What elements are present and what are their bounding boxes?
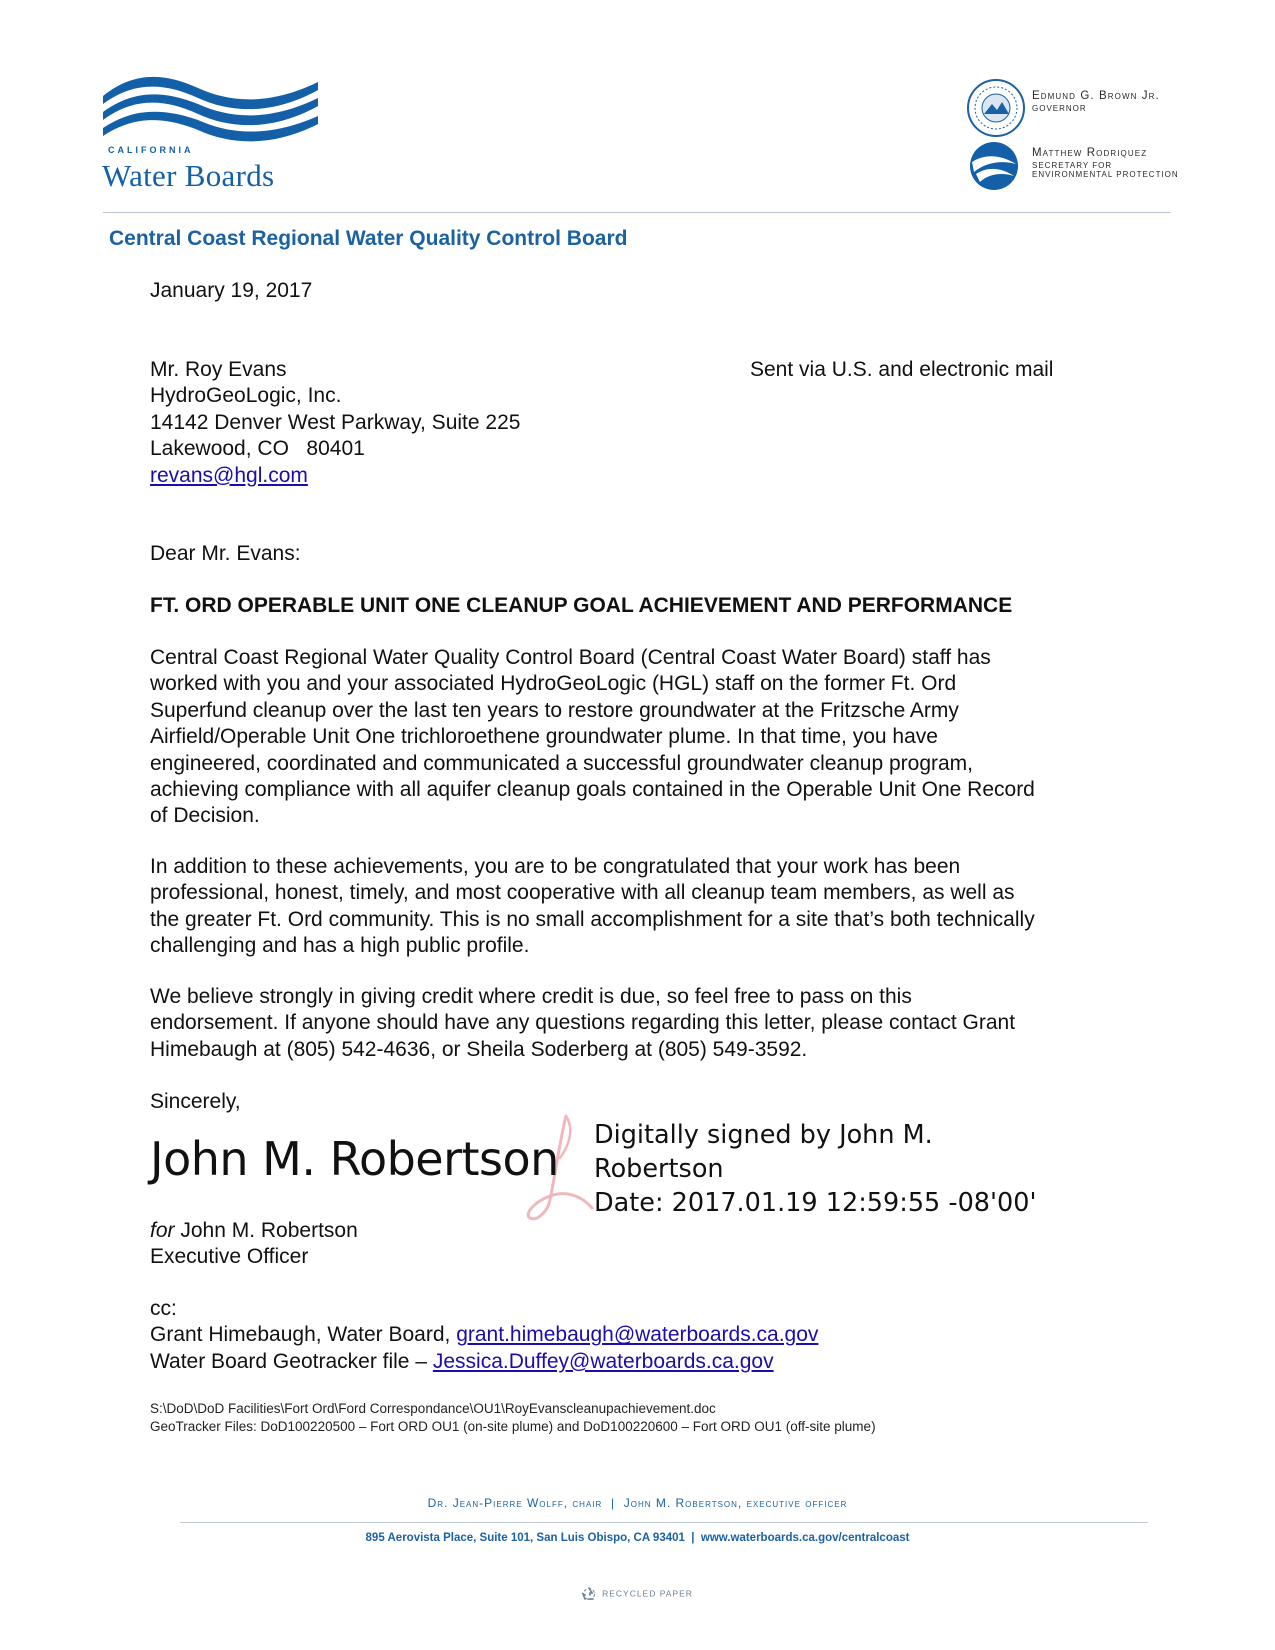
cc-item: [150, 1349, 818, 1375]
paragraph-line: endorsement. If anyone should have any questions regarding this letter, please contact Grant: [150, 1011, 1016, 1035]
paragraph-3: [150, 984, 1015, 1063]
paragraph-1: [150, 645, 1035, 830]
signer-title: Executive Officer: [150, 1245, 309, 1269]
header-divider: [103, 212, 1171, 213]
signer-for: for: [150, 1219, 175, 1242]
paragraph-line: challenging and has a high public profile.: [150, 934, 530, 958]
calepa-logo-icon: [966, 140, 1022, 192]
governor-name: Edmund G. Brown Jr.: [1032, 90, 1160, 102]
paragraph-line: We believe strongly in giving credit where credit is due, so feel free to pass on this: [150, 985, 912, 1008]
digital-signature-line: Digitally signed by John M.: [594, 1120, 933, 1150]
state-seal-icon: [966, 78, 1026, 138]
recycled-note: [0, 1587, 1275, 1601]
logo-caption: CALIFORNIA: [108, 145, 194, 155]
digital-signature-line: Robertson: [594, 1154, 724, 1184]
board-name: Central Coast Regional Water Quality Control Board: [109, 227, 628, 250]
recipient-block: [150, 357, 520, 489]
salutation: Dear Mr. Evans:: [150, 542, 301, 565]
paragraph-2: [150, 854, 1035, 960]
recipient-company: HydroGeoLogic, Inc.: [150, 384, 342, 408]
cc-block: [150, 1296, 818, 1375]
file-references: [150, 1400, 876, 1436]
signer-name: John M. Robertson: [180, 1219, 358, 1242]
recipient-email-link[interactable]: revans@hgl.com: [150, 463, 308, 487]
secretary-name: Matthew Rodriquez: [1032, 147, 1148, 159]
letter-date: January 19, 2017: [150, 279, 313, 302]
governor-title: GOVERNOR: [1032, 104, 1087, 113]
paragraph-line: engineered, coordinated and communicated a successful groundwater cleanup program,: [150, 751, 973, 775]
recycled-label: RECYCLED PAPER: [602, 1588, 693, 1599]
paragraph-line: Himebaugh at (805) 542-4636, or Sheila Soderberg at (805) 549-3592.: [150, 1037, 808, 1061]
logo-wordmark: Water Boards: [102, 158, 275, 193]
signer-block: [150, 1218, 358, 1271]
cc-email-link[interactable]: grant.himebaugh@waterboards.ca.gov: [456, 1323, 819, 1347]
paragraph-line: professional, honest, timely, and most cooperative with all cleanup team members, as well as: [150, 881, 1015, 905]
cc-email-link[interactable]: Jessica.Duffey@waterboards.ca.gov: [432, 1349, 774, 1373]
paragraph-line: the greater Ft. Ord community. This is no small accomplishment for a site that’s both technically: [150, 907, 1035, 931]
signer-line: [150, 1218, 358, 1244]
delivery-note: Sent via U.S. and electronic mail: [750, 358, 1054, 381]
recycle-icon: [582, 1587, 596, 1601]
cc-text: Water Board Geotracker file –: [150, 1349, 433, 1373]
digital-signature-line: Date: 2017.01.19 12:59:55 -08'00': [594, 1188, 1037, 1218]
paragraph-line: worked with you and your associated HydroGeoLogic (HGL) staff on the former Ft. Ord: [150, 672, 957, 696]
paragraph-line: Superfund cleanup over the last ten years to restore groundwater at the Fritzsche Army: [150, 698, 959, 722]
footer-address: 895 Aerovista Place, Suite 101, San Luis Obispo, CA 93401 | www.waterboards.ca.gov/centralcoast: [365, 1532, 910, 1544]
paragraph-line: achieving compliance with all aquifer cleanup goals contained in the Operable Unit One Record: [150, 778, 1035, 802]
secretary-title-line2: ENVIRONMENTAL PROTECTION: [1032, 170, 1179, 179]
geotracker-files: GeoTracker Files: DoD100220500 – Fort ORD OU1 (on-site plume) and DoD100220600 – Fort ORD OU1 (off-site plume): [150, 1419, 876, 1434]
secretary-title-line1: SECRETARY FOR: [1032, 161, 1113, 170]
subject-line: FT. ORD OPERABLE UNIT ONE CLEANUP GOAL ACHIEVEMENT AND PERFORMANCE: [150, 594, 1013, 617]
closing: Sincerely,: [150, 1090, 241, 1113]
footer-divider: [180, 1522, 1148, 1523]
paragraph-line: In addition to these achievements, you are to be congratulated that your work has been: [150, 855, 961, 878]
cc-label: cc:: [150, 1297, 177, 1320]
digital-signature-block: [594, 1118, 1037, 1220]
recipient-city: Lakewood, CO 80401: [150, 437, 365, 461]
cc-item: [150, 1322, 818, 1348]
cc-text: Grant Himebaugh, Water Board,: [150, 1323, 457, 1347]
paragraph-line: of Decision.: [150, 804, 260, 828]
file-path: S:\DoD\DoD Facilities\Fort Ord\Ford Correspondance\OU1\RoyEvanscleanupachievement.doc: [150, 1401, 716, 1416]
footer-officers: Dr. Jean-Pierre Wolff, chair | John M. Robertson, executive officer: [427, 1496, 848, 1510]
recipient-street: 14142 Denver West Parkway, Suite 225: [150, 410, 521, 434]
paragraph-line: Airfield/Operable Unit One trichloroethene groundwater plume. In that time, you have: [150, 725, 938, 749]
signature-name: John M. Robertson: [150, 1132, 559, 1186]
recipient-name: Mr. Roy Evans: [150, 358, 287, 381]
paragraph-line: Central Coast Regional Water Quality Control Board (Central Coast Water Board) staff has: [150, 646, 991, 669]
